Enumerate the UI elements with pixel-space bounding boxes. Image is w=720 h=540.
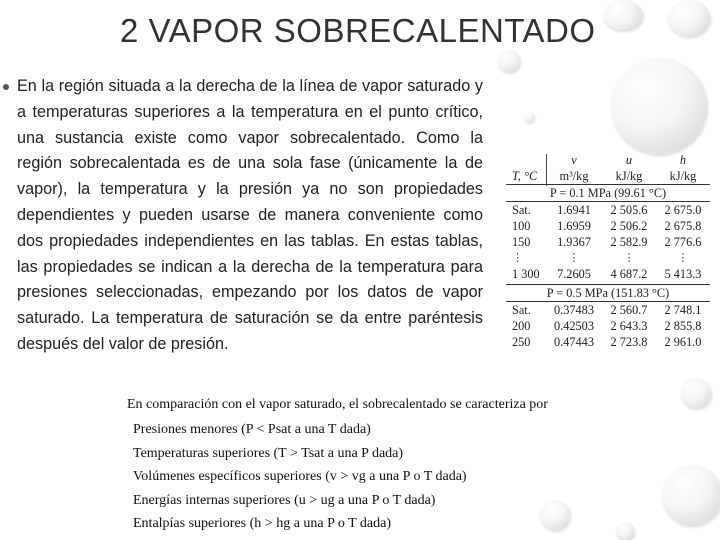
table-row [506, 234, 710, 250]
comparison-item: Energías internas superiores (u > ug a una P o T dada) [133, 492, 436, 508]
cell-temp: ⋮ [512, 252, 523, 264]
body-paragraph: En la región situada a la derecha de la línea de vapor saturado y a temperaturas superiores a la temperatura en el punto crítico, una sustancia existe como vapor sobrecalentado. Como la región sobrecalentada es de una sola fase (únicamente la de vapor), la temperatura y la presión ya no son propiedades dependientes y pueden usarse de manera conveniente como dos propiedades independientes en las tablas. En estas tablas, las propiedades se indican a la derecha de la temperatura para presiones seleccionadas, empezando por los datos de vapor saturado. La temperatura de saturación se da entre paréntesis después del valor de presión. [17, 77, 483, 353]
unit-u: kJ/kg [615, 169, 643, 183]
temp-header: T, °C [512, 169, 538, 183]
table-row [506, 202, 710, 218]
table-row [506, 302, 710, 318]
comparison-heading: En comparación con el vapor saturado, el sobrecalentado se caracteriza por [127, 397, 548, 412]
cell-u: 2 560.7 [610, 303, 648, 317]
cell-h: 5 413.3 [664, 267, 702, 281]
table-vertical-rule [546, 154, 547, 186]
cell-v: 0.47443 [554, 335, 594, 349]
table-row [506, 218, 710, 234]
comparison-item: Temperaturas superiores (T > Tsat a una P dada) [133, 445, 404, 461]
cell-u: 2 723.8 [610, 335, 648, 349]
table-row [506, 266, 710, 282]
pressure-band-label: P = 0.5 MPa (151.83 °C) [506, 284, 710, 302]
cell-u: 2 506.2 [610, 219, 648, 233]
comparison-box [127, 395, 617, 536]
symbol-u: u [625, 153, 633, 167]
cell-h: 2 776.6 [664, 235, 702, 249]
cell-h: 2 748.1 [664, 303, 702, 317]
cell-h: ⋮ [677, 252, 689, 264]
cell-v: ⋮ [568, 252, 580, 264]
cell-v: 1.9367 [557, 235, 591, 249]
water-drop-decoration [662, 465, 720, 525]
symbol-v: v [571, 153, 577, 167]
cell-h: 2 675.8 [664, 219, 702, 233]
table-row [506, 334, 710, 350]
comparison-item: Entalpías superiores (h > hg a una P o T dada) [133, 516, 392, 531]
superheated-steam-table [506, 152, 710, 350]
cell-u: 2 505.6 [610, 203, 648, 217]
table-units-row [506, 168, 710, 184]
cell-h: 2 675.0 [664, 203, 702, 217]
cell-temp: 1 300 [512, 267, 540, 281]
water-drop-decoration [668, 0, 710, 36]
water-drop-decoration [524, 112, 534, 122]
cell-v: 1.6941 [557, 203, 591, 217]
water-drop-decoration [603, 0, 643, 30]
symbol-h: h [679, 153, 687, 167]
cell-h: 2 961.0 [664, 335, 702, 349]
cell-h: 2 855.8 [664, 319, 702, 333]
cell-temp: 250 [512, 335, 531, 349]
cell-v: 1.6959 [557, 219, 591, 233]
cell-u: 2 643.3 [610, 319, 648, 333]
pressure-band-label: P = 0.1 MPa (99.61 °C) [506, 184, 710, 202]
cell-u: 4 687.2 [610, 267, 648, 281]
cell-u: 2 582.9 [610, 235, 648, 249]
cell-temp: Sat. [512, 303, 531, 317]
cell-temp: Sat. [512, 203, 531, 217]
water-drop-decoration [498, 50, 520, 72]
table-symbol-row [506, 152, 710, 168]
unit-v: m³/kg [559, 169, 589, 183]
water-drop-decoration [681, 378, 711, 408]
unit-h: kJ/kg [669, 169, 697, 183]
cell-temp: 100 [512, 219, 531, 233]
cell-temp: 200 [512, 319, 531, 333]
water-drop-decoration [616, 522, 634, 540]
cell-u: ⋮ [623, 252, 635, 264]
cell-v: 0.37483 [554, 303, 594, 317]
comparison-item: Presiones menores (P < Psat a una T dada) [133, 422, 371, 437]
cell-v: 0.42503 [554, 319, 594, 333]
cell-v: 7.2605 [557, 267, 591, 281]
slide-title: 2 VAPOR SOBRECALENTADO [120, 12, 596, 49]
comparison-item: Volúmenes específicos superiores (v > vg a una P o T dada) [133, 469, 467, 484]
cell-temp: 150 [512, 235, 531, 249]
table-row-ellipsis [506, 250, 710, 266]
bullet-icon [3, 84, 9, 90]
table-row [506, 318, 710, 334]
water-drop-decoration [611, 58, 707, 154]
